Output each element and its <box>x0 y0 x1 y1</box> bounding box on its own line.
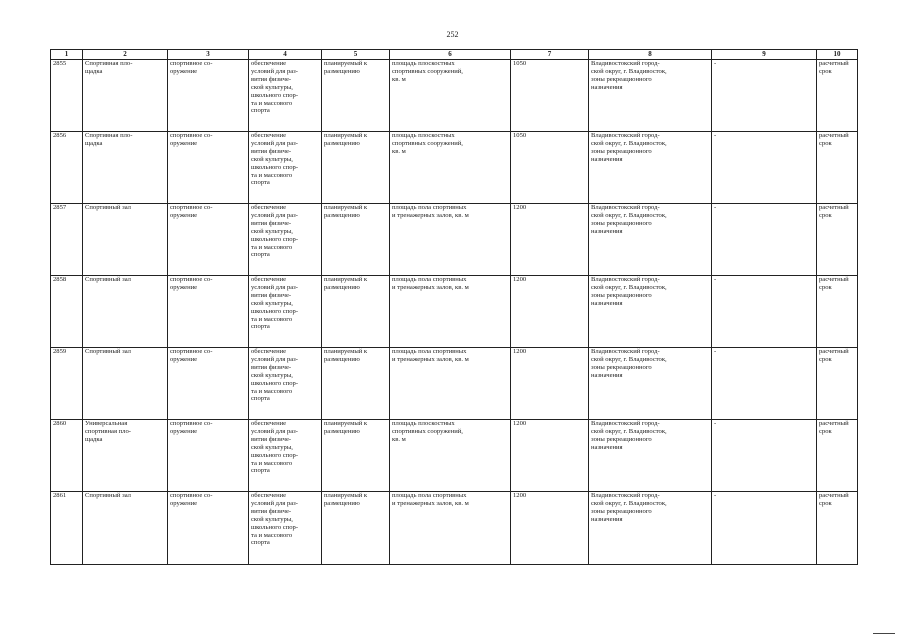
cell-line: щадка <box>85 139 103 147</box>
cell-line: площадь пола спортивных <box>392 492 467 499</box>
cell-line: зоны рекреационного <box>591 363 652 371</box>
cell-line: та и массового <box>251 243 293 251</box>
cell-line: условий для раз- <box>251 355 298 363</box>
zone-cell: - <box>712 276 817 348</box>
cell-line: спортивных сооружений, <box>392 427 463 435</box>
cell-line: ской округ, г. Владивосток, <box>591 67 667 75</box>
cell-line: ской округ, г. Владивосток, <box>591 211 667 219</box>
term-cell <box>817 276 858 348</box>
cell-line: зоны рекреационного <box>591 435 652 443</box>
cell-line: оружение <box>170 355 198 363</box>
value-cell: 1200 <box>511 420 589 492</box>
cell-line: школьного спор- <box>251 91 299 99</box>
cell-line: оружение <box>170 67 198 75</box>
cell-line: размещению <box>324 211 360 219</box>
cell-line: Спортивный зал <box>85 204 131 211</box>
cell-line: срок <box>819 211 832 219</box>
cell-line: размещению <box>324 139 360 147</box>
cell-line: назначения <box>591 515 623 523</box>
row-number-cell: 2859 <box>51 348 83 420</box>
table-row <box>51 492 858 565</box>
cell-line: спортивное со- <box>170 132 213 139</box>
object-name-cell <box>83 204 168 276</box>
cell-line: кв. м <box>392 147 406 155</box>
cell-line: Владивостокский город- <box>591 420 660 427</box>
location-cell <box>589 276 712 348</box>
cell-line: расчетный <box>819 204 849 211</box>
header-cell: 9 <box>712 50 817 60</box>
cell-line: Владивостокский город- <box>591 276 660 283</box>
cell-line: срок <box>819 67 832 75</box>
term-cell <box>817 204 858 276</box>
characteristic-cell <box>390 492 511 565</box>
row-number-cell: 2856 <box>51 132 83 204</box>
cell-line: площадь пола спортивных <box>392 204 467 211</box>
cell-line: расчетный <box>819 276 849 283</box>
object-type-cell <box>168 348 249 420</box>
cell-line: та и массового <box>251 531 293 539</box>
object-type-cell <box>168 420 249 492</box>
cell-line: спорта <box>251 467 270 475</box>
cell-line: Спортивный зал <box>85 348 131 355</box>
cell-line: и тренажерных залов, кв. м <box>392 499 469 507</box>
cell-line: Спортивная пло- <box>85 60 133 67</box>
cell-line: та и массового <box>251 315 293 323</box>
cell-line: спортивное со- <box>170 60 213 67</box>
table-row <box>51 276 858 348</box>
cell-line: и тренажерных залов, кв. м <box>392 283 469 291</box>
zone-cell: - <box>712 348 817 420</box>
term-cell <box>817 60 858 132</box>
cell-line: зоны рекреационного <box>591 507 652 515</box>
cell-line: и тренажерных залов, кв. м <box>392 211 469 219</box>
cell-line: назначения <box>591 227 623 235</box>
cell-line: вития физиче- <box>251 219 292 227</box>
cell-line: срок <box>819 283 832 291</box>
cell-line: спортивное со- <box>170 348 213 355</box>
cell-line: Владивостокский город- <box>591 132 660 139</box>
cell-line: школьного спор- <box>251 307 299 315</box>
cell-line: спортивное со- <box>170 420 213 427</box>
cell-line: Владивостокский город- <box>591 492 660 499</box>
header-cell: 5 <box>322 50 390 60</box>
cell-line: спортивное со- <box>170 276 213 283</box>
cell-line: щадка <box>85 67 103 75</box>
cell-line: планируемый к <box>324 204 368 211</box>
cell-line: расчетный <box>819 132 849 139</box>
cell-line: та и массового <box>251 387 293 395</box>
cell-line: условий для раз- <box>251 139 298 147</box>
cell-line: размещению <box>324 283 360 291</box>
zone-cell: - <box>712 492 817 565</box>
cell-line: ской культуры, <box>251 227 293 235</box>
cell-line: площадь плоскостных <box>392 60 455 67</box>
table-row <box>51 60 858 132</box>
status-cell <box>322 276 390 348</box>
cell-line: оружение <box>170 499 198 507</box>
cell-line: обеспечение <box>251 276 287 283</box>
header-cell: 1 <box>51 50 83 60</box>
characteristic-cell <box>390 276 511 348</box>
cell-line: вития физиче- <box>251 291 292 299</box>
cell-line: ской округ, г. Владивосток, <box>591 283 667 291</box>
purpose-cell <box>249 348 322 420</box>
object-name-cell <box>83 420 168 492</box>
cell-line: спорта <box>251 323 270 331</box>
cell-line: размещению <box>324 355 360 363</box>
object-name-cell <box>83 492 168 565</box>
cell-line: обеспечение <box>251 204 287 211</box>
table-row <box>51 348 858 420</box>
cell-line: спортивных сооружений, <box>392 139 463 147</box>
cell-line: ской культуры, <box>251 443 293 451</box>
term-cell <box>817 348 858 420</box>
status-cell <box>322 60 390 132</box>
cell-line: Спортивная пло- <box>85 132 133 139</box>
cell-line: школьного спор- <box>251 235 299 243</box>
cell-line: школьного спор- <box>251 451 299 459</box>
cell-line: кв. м <box>392 435 406 443</box>
cell-line: спортивная пло- <box>85 427 131 435</box>
cell-line: ской округ, г. Владивосток, <box>591 139 667 147</box>
location-cell <box>589 60 712 132</box>
cell-line: условий для раз- <box>251 283 298 291</box>
header-cell: 7 <box>511 50 589 60</box>
cell-line: зоны рекреационного <box>591 75 652 83</box>
object-name-cell <box>83 132 168 204</box>
cell-line: обеспечение <box>251 132 287 139</box>
header-cell: 2 <box>83 50 168 60</box>
cell-line: школьного спор- <box>251 379 299 387</box>
cell-line: спорта <box>251 395 270 403</box>
cell-line: вития физиче- <box>251 75 292 83</box>
cell-line: Владивостокский город- <box>591 348 660 355</box>
cell-line: вития физиче- <box>251 435 292 443</box>
header-cell: 6 <box>390 50 511 60</box>
row-number-cell: 2861 <box>51 492 83 565</box>
table-row <box>51 420 858 492</box>
value-cell: 1200 <box>511 204 589 276</box>
cell-line: размещению <box>324 499 360 507</box>
cell-line: спортивное со- <box>170 204 213 211</box>
header-cell: 3 <box>168 50 249 60</box>
object-name-cell <box>83 276 168 348</box>
cell-line: назначения <box>591 83 623 91</box>
cell-line: оружение <box>170 211 198 219</box>
cell-line: зоны рекреационного <box>591 219 652 227</box>
characteristic-cell <box>390 204 511 276</box>
cell-line: спорта <box>251 539 270 547</box>
value-cell: 1050 <box>511 60 589 132</box>
value-cell: 1200 <box>511 492 589 565</box>
cell-line: размещению <box>324 427 360 435</box>
term-cell <box>817 492 858 565</box>
cell-line: ской культуры, <box>251 515 293 523</box>
location-cell <box>589 204 712 276</box>
cell-line: условий для раз- <box>251 499 298 507</box>
row-number-cell: 2858 <box>51 276 83 348</box>
cell-line: Владивостокский город- <box>591 204 660 211</box>
cell-line: планируемый к <box>324 276 368 283</box>
purpose-cell <box>249 420 322 492</box>
cell-line: та и массового <box>251 459 293 467</box>
cell-line: назначения <box>591 443 623 451</box>
object-type-cell <box>168 60 249 132</box>
header-cell: 4 <box>249 50 322 60</box>
cell-line: назначения <box>591 371 623 379</box>
object-type-cell <box>168 492 249 565</box>
cell-line: зоны рекреационного <box>591 291 652 299</box>
cell-line: Владивостокский город- <box>591 60 660 67</box>
cell-line: планируемый к <box>324 60 368 67</box>
objects-table <box>50 49 858 565</box>
cell-line: назначения <box>591 299 623 307</box>
cell-line: ской культуры, <box>251 155 293 163</box>
cell-line: планируемый к <box>324 492 368 499</box>
cell-line: ской округ, г. Владивосток, <box>591 427 667 435</box>
cell-line: та и массового <box>251 99 293 107</box>
cell-line: щадка <box>85 435 103 443</box>
cell-line: условий для раз- <box>251 211 298 219</box>
value-cell: 1200 <box>511 348 589 420</box>
cell-line: оружение <box>170 139 198 147</box>
cell-line: планируемый к <box>324 132 368 139</box>
cell-line: ской культуры, <box>251 371 293 379</box>
cell-line: обеспечение <box>251 348 287 355</box>
cell-line: расчетный <box>819 60 849 67</box>
cell-line: расчетный <box>819 492 849 499</box>
cell-line: планируемый к <box>324 420 368 427</box>
cell-line: расчетный <box>819 420 849 427</box>
cell-line: площадь плоскостных <box>392 420 455 427</box>
location-cell <box>589 348 712 420</box>
cell-line: назначения <box>591 155 623 163</box>
row-number-cell: 2857 <box>51 204 83 276</box>
cell-line: вития физиче- <box>251 363 292 371</box>
zone-cell: - <box>712 60 817 132</box>
cell-line: Спортивный зал <box>85 492 131 499</box>
cell-line: условий для раз- <box>251 67 298 75</box>
table-row <box>51 132 858 204</box>
characteristic-cell <box>390 60 511 132</box>
value-cell: 1200 <box>511 276 589 348</box>
cell-line: та и массового <box>251 171 293 179</box>
cell-line: срок <box>819 355 832 363</box>
cell-line: вития физиче- <box>251 147 292 155</box>
status-cell <box>322 204 390 276</box>
object-name-cell <box>83 60 168 132</box>
cell-line: площадь плоскостных <box>392 132 455 139</box>
cell-line: оружение <box>170 427 198 435</box>
header-cell: 8 <box>589 50 712 60</box>
page-edge-mark <box>873 633 895 634</box>
purpose-cell <box>249 132 322 204</box>
zone-cell: - <box>712 132 817 204</box>
characteristic-cell <box>390 420 511 492</box>
cell-line: школьного спор- <box>251 523 299 531</box>
status-cell <box>322 420 390 492</box>
page-number: 252 <box>446 30 459 39</box>
status-cell <box>322 492 390 565</box>
value-cell: 1050 <box>511 132 589 204</box>
object-type-cell <box>168 132 249 204</box>
purpose-cell <box>249 492 322 565</box>
table-body <box>51 60 858 565</box>
row-number-cell: 2855 <box>51 60 83 132</box>
zone-cell: - <box>712 204 817 276</box>
header-row <box>51 50 858 60</box>
cell-line: спортивных сооружений, <box>392 67 463 75</box>
cell-line: и тренажерных залов, кв. м <box>392 355 469 363</box>
cell-line: срок <box>819 427 832 435</box>
cell-line: ской округ, г. Владивосток, <box>591 355 667 363</box>
term-cell <box>817 132 858 204</box>
cell-line: вития физиче- <box>251 507 292 515</box>
location-cell <box>589 132 712 204</box>
object-type-cell <box>168 204 249 276</box>
object-type-cell <box>168 276 249 348</box>
cell-line: спорта <box>251 179 270 187</box>
zone-cell: - <box>712 420 817 492</box>
cell-line: обеспечение <box>251 492 287 499</box>
cell-line: ской культуры, <box>251 299 293 307</box>
characteristic-cell <box>390 132 511 204</box>
cell-line: условий для раз- <box>251 427 298 435</box>
header-cell: 10 <box>817 50 858 60</box>
cell-line: расчетный <box>819 348 849 355</box>
location-cell <box>589 420 712 492</box>
cell-line: срок <box>819 499 832 507</box>
characteristic-cell <box>390 348 511 420</box>
cell-line: спортивное со- <box>170 492 213 499</box>
table-row <box>51 204 858 276</box>
cell-line: Универсальная <box>85 420 128 427</box>
cell-line: ской культуры, <box>251 83 293 91</box>
cell-line: планируемый к <box>324 348 368 355</box>
cell-line: обеспечение <box>251 60 287 67</box>
cell-line: Спортивный зал <box>85 276 131 283</box>
purpose-cell <box>249 60 322 132</box>
cell-line: кв. м <box>392 75 406 83</box>
cell-line: оружение <box>170 283 198 291</box>
purpose-cell <box>249 204 322 276</box>
cell-line: площадь пола спортивных <box>392 348 467 355</box>
cell-line: срок <box>819 139 832 147</box>
purpose-cell <box>249 276 322 348</box>
row-number-cell: 2860 <box>51 420 83 492</box>
cell-line: спорта <box>251 107 270 115</box>
status-cell <box>322 348 390 420</box>
cell-line: площадь пола спортивных <box>392 276 467 283</box>
term-cell <box>817 420 858 492</box>
cell-line: обеспечение <box>251 420 287 427</box>
cell-line: спорта <box>251 251 270 259</box>
cell-line: школьного спор- <box>251 163 299 171</box>
cell-line: зоны рекреационного <box>591 147 652 155</box>
location-cell <box>589 492 712 565</box>
cell-line: размещению <box>324 67 360 75</box>
status-cell <box>322 132 390 204</box>
object-name-cell <box>83 348 168 420</box>
cell-line: ской округ, г. Владивосток, <box>591 499 667 507</box>
